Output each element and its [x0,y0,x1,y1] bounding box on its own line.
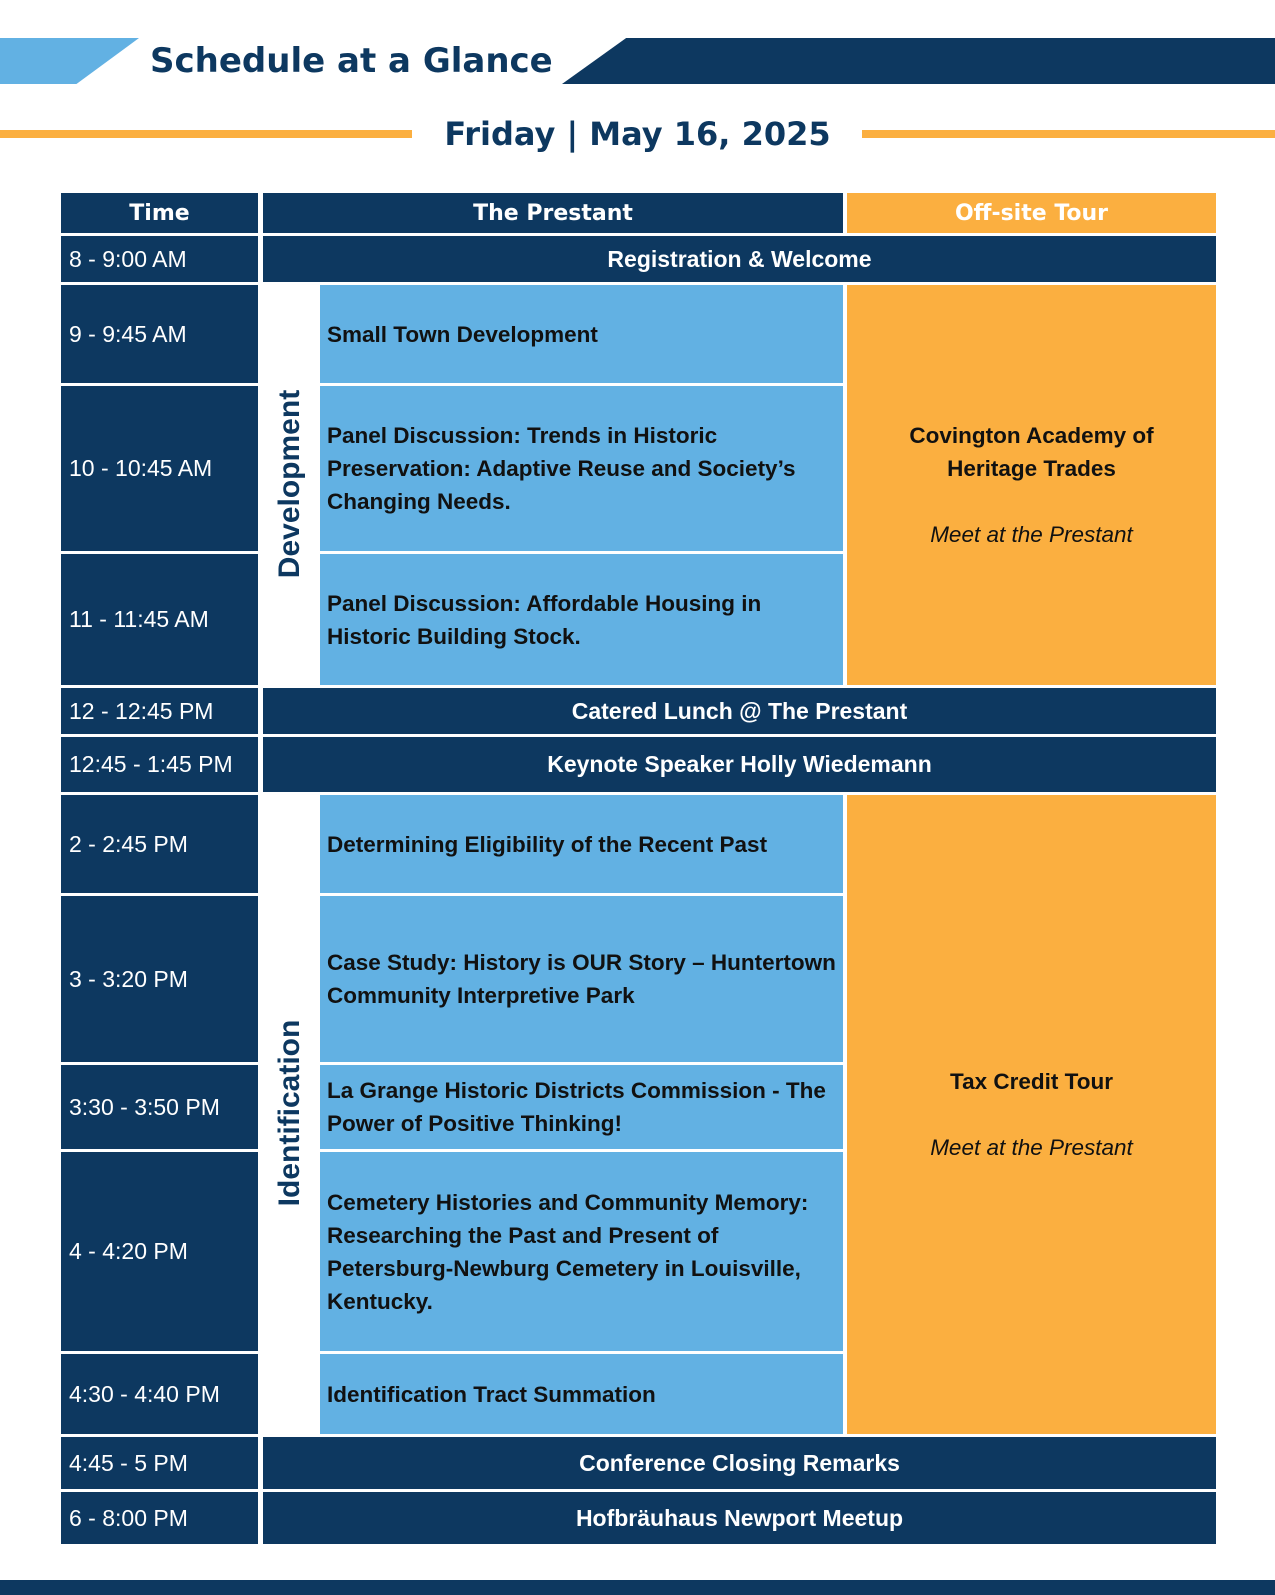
session-la-grange-commission: La Grange Historic Districts Commission - The Power of Positive Thinking! [320,1065,843,1149]
session-adaptive-reuse-panel: Panel Discussion: Trends in Historic Preservation: Adaptive Reuse and Society’s Changing Needs. [320,386,843,551]
tour-title: Tax Credit Tour [950,1069,1113,1094]
column-header-the-prestant: The Prestant [263,193,843,233]
column-header-offsite-tour: Off-site Tour [847,193,1216,233]
time-slot: 11 - 11:45 AM [61,554,258,685]
divider-right [862,130,1275,138]
time-slot: 2 - 2:45 PM [61,795,258,893]
time-registration: 8 - 9:00 AM [61,236,258,282]
session-affordable-housing-panel: Panel Discussion: Affordable Housing in Historic Building Stock. [320,554,843,685]
header-accent-stripe [0,38,139,84]
hofbrauhaus-meetup-row: Hofbräuhaus Newport Meetup [263,1492,1216,1544]
tour-tax-credit [847,795,1216,1434]
time-slot: 3 - 3:20 PM [61,896,258,1062]
track-label-identification: Identification [273,1019,306,1207]
footer-bar [0,1580,1275,1595]
page-title: Schedule at a Glance [150,41,553,81]
time-slot: 10 - 10:45 AM [61,386,258,551]
day-heading: Friday | May 16, 2025 [444,115,831,153]
session-small-town-development: Small Town Development [320,285,843,383]
tour-title: Covington Academy of Heritage Trades [909,423,1154,481]
time-slot: 3:30 - 3:50 PM [61,1065,258,1149]
catered-lunch-row: Catered Lunch @ The Prestant [263,688,1216,734]
session-identification-summation: Identification Tract Summation [320,1354,843,1434]
header-bar [562,38,1275,84]
time-closing: 4:45 - 5 PM [61,1437,258,1489]
time-slot: 4 - 4:20 PM [61,1152,258,1351]
track-label-development: Development [273,389,306,579]
registration-welcome-row: Registration & Welcome [263,236,1216,282]
session-recent-past-eligibility: Determining Eligibility of the Recent Past [320,795,843,893]
time-meetup: 6 - 8:00 PM [61,1492,258,1544]
time-lunch: 12 - 12:45 PM [61,688,258,734]
tour-meeting-note: Meet at the Prestant [930,522,1133,547]
column-header-time: Time [61,193,258,233]
session-huntertown-case-study: Case Study: History is OUR Story – Huntertown Community Interpretive Park [320,896,843,1062]
divider-left [0,130,412,138]
time-keynote: 12:45 - 1:45 PM [61,737,258,792]
tour-meeting-note: Meet at the Prestant [930,1135,1133,1160]
session-cemetery-histories: Cemetery Histories and Community Memory: Researching the Past and Present of Petersburg-Newburg Cemetery in Louisville, Kentucky. [320,1152,843,1351]
time-slot: 4:30 - 4:40 PM [61,1354,258,1434]
tour-covington-academy [847,285,1216,685]
closing-remarks-row: Conference Closing Remarks [263,1437,1216,1489]
keynote-speaker-row: Keynote Speaker Holly Wiedemann [263,737,1216,792]
time-slot: 9 - 9:45 AM [61,285,258,383]
